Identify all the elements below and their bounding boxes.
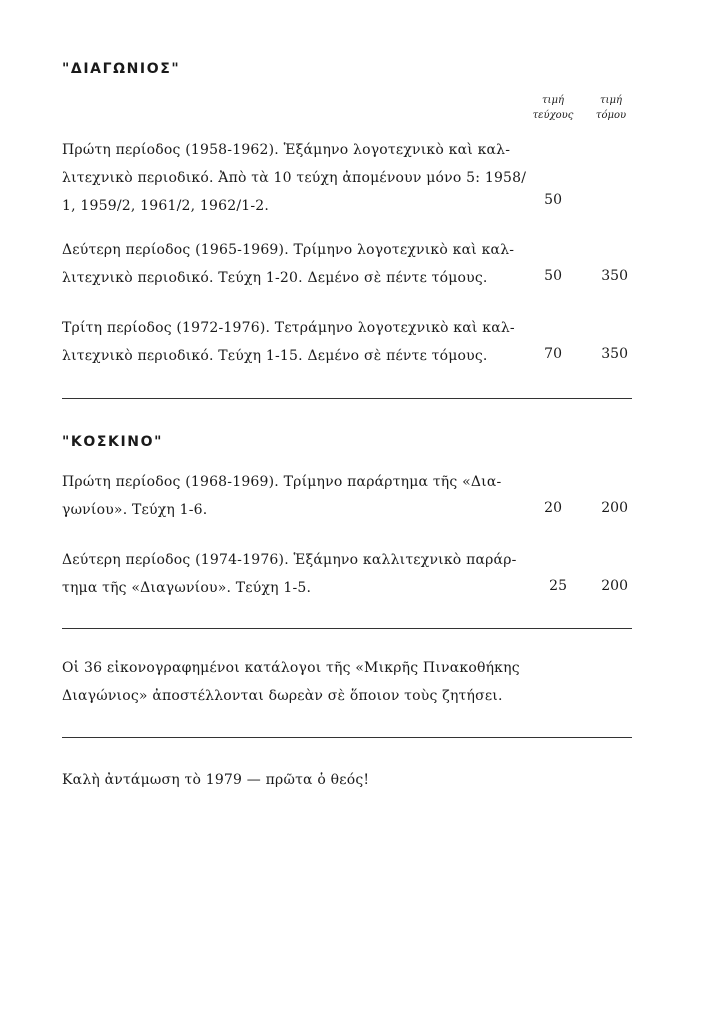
issue-price: 50: [544, 268, 562, 284]
column-header-volume-price-line2: τόμου: [595, 110, 627, 121]
entry-text-line: λιτεχνικὸ περιοδικό. Ἀπὸ τὰ 10 τεύχη ἀπομένουν μόνο 5: 1958/: [62, 170, 527, 186]
column-header-issue-price-line1: τιμή: [542, 95, 564, 106]
diagonios-entry-2: [62, 236, 532, 292]
section-divider: [62, 628, 632, 629]
entry-text-line: Τρίτη περίοδος (1972-1976). Τετράμηνο λογοτεχνικὸ καὶ καλ-: [62, 320, 515, 336]
volume-price: 200: [601, 500, 628, 516]
note-text-line: Οἱ 36 εἰκονογραφημένοι κατάλογοι τῆς «Μικρῆς Πινακοθήκης: [62, 660, 520, 676]
issue-price: 70: [544, 346, 562, 362]
koskino-entry-1: [62, 468, 532, 524]
entry-text-line: λιτεχνικὸ περιοδικό. Τεύχη 1-20. Δεμένο σὲ πέντε τόμους.: [62, 270, 488, 286]
column-header-issue-price-line2: τεύχους: [532, 110, 574, 121]
column-header-volume-price: [586, 93, 636, 123]
entry-text-line: Δεύτερη περίοδος (1965-1969). Τρίμηνο λογοτεχνικὸ καὶ καλ-: [62, 242, 515, 258]
entry-text-line: Δεύτερη περίοδος (1974-1976). Ἑξάμηνο καλλιτεχνικὸ παράρ-: [62, 552, 517, 568]
closing-line: Καλὴ ἀντάμωση τὸ 1979 — πρῶτα ὁ θεός!: [62, 772, 370, 788]
entry-text-line: λιτεχνικὸ περιοδικό. Τεύχη 1-15. Δεμένο σὲ πέντε τόμους.: [62, 348, 488, 364]
entry-text-line: τημα τῆς «Διαγωνίου». Τεύχη 1-5.: [62, 580, 312, 596]
column-header-volume-price-line1: τιμή: [600, 95, 622, 106]
volume-price: 200: [601, 578, 628, 594]
koskino-entry-2: [62, 546, 532, 602]
issue-price: 50: [544, 192, 562, 208]
column-header-issue-price: [528, 93, 578, 123]
diagonios-heading: "ΔΙΑΓΩΝΙΟΣ": [62, 61, 181, 77]
entry-text-line: γωνίου». Τεύχη 1-6.: [62, 502, 208, 518]
entry-text-line: 1, 1959/2, 1961/2, 1962/1-2.: [62, 198, 270, 214]
entry-text-line: Πρώτη περίοδος (1968-1969). Τρίμηνο παράρτημα τῆς «Δια-: [62, 474, 502, 490]
volume-price: 350: [601, 346, 628, 362]
diagonios-entry-3: [62, 314, 532, 370]
section-divider: [62, 737, 632, 738]
note-text-line: Διαγώνιος» ἀποστέλλονται δωρεὰν σὲ ὅποιον τοὺς ζητήσει.: [62, 688, 503, 704]
diagonios-entry-1: [62, 136, 532, 220]
volume-price: 350: [601, 268, 628, 284]
issue-price: 25: [549, 578, 567, 594]
koskino-heading: "ΚΟΣΚΙΝΟ": [62, 434, 163, 450]
entry-text-line: Πρώτη περίοδος (1958-1962). Ἑξάμηνο λογοτεχνικὸ καὶ καλ-: [62, 142, 511, 158]
issue-price: 20: [544, 500, 562, 516]
section-divider: [62, 398, 632, 399]
catalog-note: [62, 654, 622, 710]
